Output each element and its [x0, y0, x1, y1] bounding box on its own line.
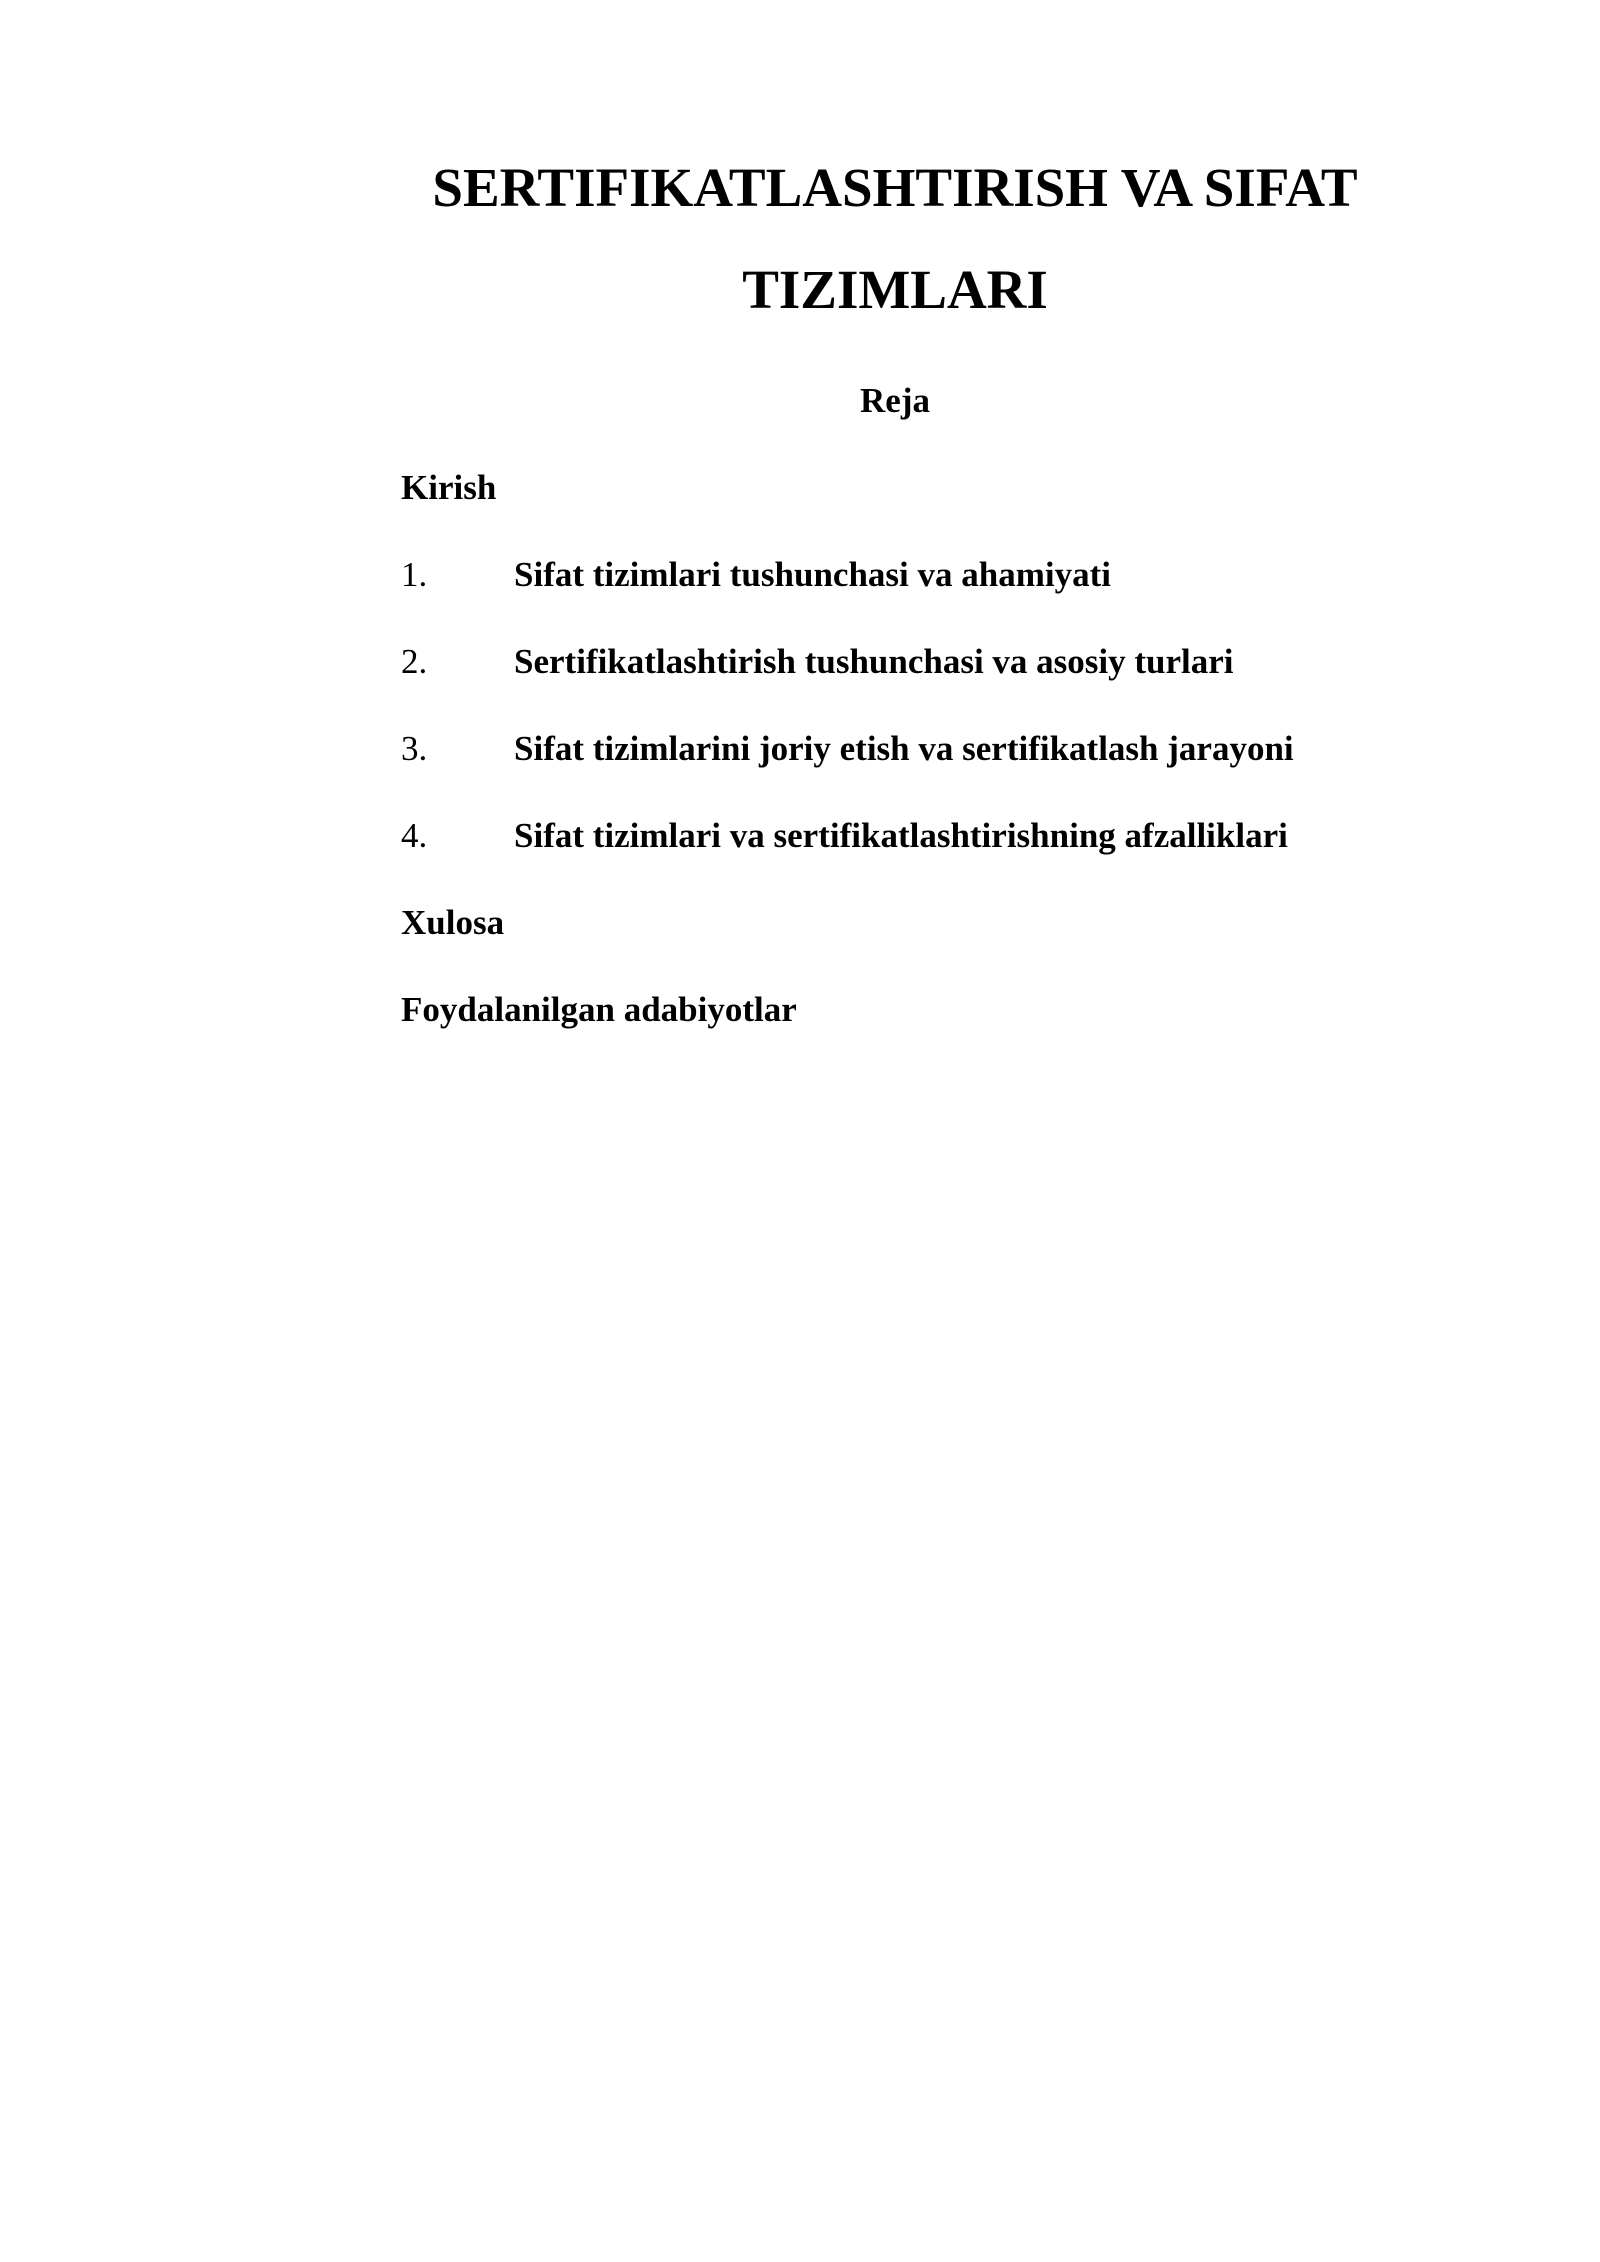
- plan-item-text: Sifat tizimlarini joriy etish va sertifikatlash jarayoni: [514, 729, 1294, 768]
- plan-item-number: 3.: [401, 729, 428, 768]
- plan-item-text: Sifat tizimlari tushunchasi va ahamiyati: [514, 555, 1111, 594]
- intro-heading: Kirish: [401, 468, 497, 507]
- document-title-line-1: SERTIFIKATLASHTIRISH VA SIFAT: [432, 157, 1358, 218]
- plan-item-number: 1.: [401, 555, 428, 594]
- conclusion-heading: Xulosa: [401, 903, 505, 942]
- document-title-line-2: TIZIMLARI: [742, 259, 1048, 320]
- plan-heading: Reja: [860, 381, 930, 420]
- plan-item-number: 2.: [401, 642, 428, 681]
- plan-item-text: Sertifikatlashtirish tushunchasi va asosiy turlari: [514, 642, 1234, 681]
- plan-item-number: 4.: [401, 816, 428, 855]
- references-heading: Foydalanilgan adabiyotlar: [401, 990, 797, 1029]
- plan-item-text: Sifat tizimlari va sertifikatlashtirishning afzalliklari: [514, 816, 1288, 855]
